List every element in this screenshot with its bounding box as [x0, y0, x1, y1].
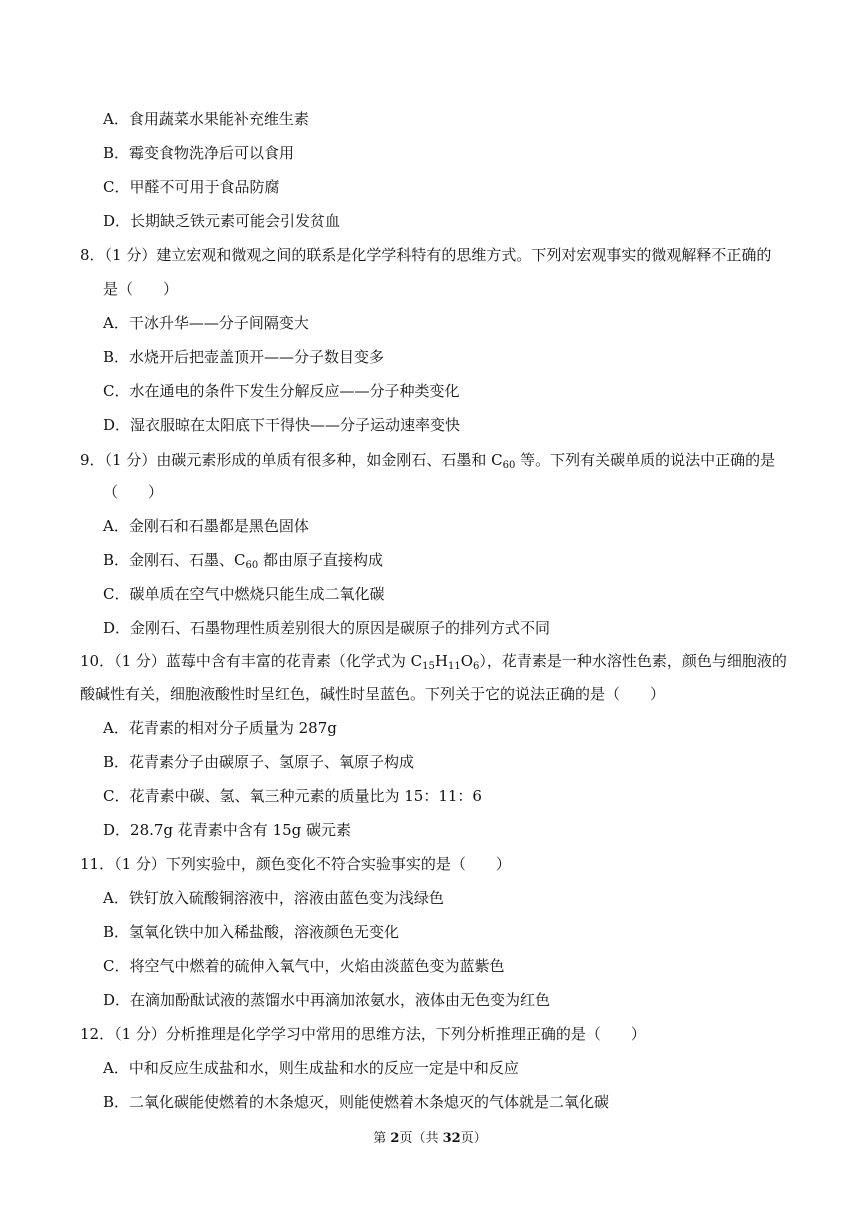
- q9-option-d: D．金刚石、石墨物理性质差别很大的原因是碳原子的排列方式不同: [103, 619, 551, 637]
- q9-stem-text-end: 等。下列有关碳单质的说法中正确的是: [515, 451, 776, 469]
- q10-stem-continued: 酸碱性有关，细胞液酸性时呈红色，碱性时呈蓝色。下列关于它的说法正确的是（ ）: [80, 685, 666, 703]
- q10-formula-h: H: [434, 652, 448, 670]
- footer-page-number: 2: [390, 1131, 400, 1146]
- footer-text-start: 第: [373, 1131, 391, 1146]
- q9-option-c: C．碳单质在空气中燃烧只能生成二氧化碳: [103, 585, 385, 603]
- q9-option-a: A．金刚石和石墨都是黑色固体: [103, 517, 309, 535]
- footer-text-mid: 页（共: [399, 1131, 443, 1146]
- q7-option-d: D．长期缺乏铁元素可能会引发贫血: [103, 212, 341, 230]
- q10-stem-text: 10．（1 分）蓝莓中含有丰富的花青素（化学式为 C: [80, 652, 423, 670]
- q9-stem-subscript: 60: [502, 460, 516, 471]
- q10-stem: [80, 651, 787, 671]
- q9-option-b-text-end: 都由原子直接构成: [258, 551, 384, 569]
- q10-stem-text-end: ），花青素是一种水溶性色素，颜色与细胞液的: [479, 652, 787, 670]
- q8-option-c: C．水在通电的条件下发生分解反应——分子种类变化: [103, 382, 460, 400]
- q9-stem: [80, 450, 775, 470]
- q8-stem: 8．（1 分）建立宏观和微观之间的联系是化学学科特有的思维方式。下列对宏观事实的微观解释不正确的: [80, 246, 772, 264]
- q9-stem-continued: （ ）: [103, 483, 164, 501]
- q10-option-b: B．花青素分子由碳原子、氢原子、氧原子构成: [103, 753, 415, 771]
- q10-option-d: D．28.7g 花青素中含有 15g 碳元素: [103, 821, 352, 839]
- q12-stem: 12．（1 分）分析推理是化学学习中常用的思维方法，下列分析推理正确的是（ ）: [80, 1025, 646, 1043]
- q10-formula-sub-h: 11: [447, 661, 461, 672]
- q12-option-b: B．二氧化碳能使燃着的木条熄灭，则能使燃着木条熄灭的气体就是二氧化碳: [103, 1093, 610, 1111]
- q11-option-a: A．铁钉放入硫酸铜溶液中，溶液由蓝色变为浅绿色: [103, 889, 444, 907]
- q8-stem-continued: 是（ ）: [103, 280, 179, 298]
- q10-formula-o: O: [460, 652, 474, 670]
- footer-total-pages: 32: [442, 1131, 461, 1146]
- q8-option-a: A．干冰升华——分子间隔变大: [103, 314, 309, 332]
- q12-option-a: A．中和反应生成盐和水，则生成盐和水的反应一定是中和反应: [103, 1059, 519, 1077]
- page-footer: [0, 1130, 860, 1148]
- q10-formula-sub-o: 6: [473, 661, 480, 672]
- q11-option-c: C．将空气中燃着的硫伸入氧气中，火焰由淡蓝色变为蓝紫色: [103, 957, 505, 975]
- footer-text-end: 页）: [460, 1131, 487, 1146]
- q9-option-b-subscript: 60: [245, 560, 259, 571]
- q7-option-b: B．霉变食物洗净后可以食用: [103, 144, 295, 162]
- q8-option-b: B．水烧开后把壶盖顶开——分子数目变多: [103, 348, 385, 366]
- q11-option-d: D．在滴加酚酞试液的蒸馏水中再滴加浓氨水，液体由无色变为红色: [103, 991, 551, 1009]
- q9-stem-text: 9．（1 分）由碳元素形成的单质有很多种，如金刚石、石墨和 C: [80, 451, 503, 469]
- q10-formula-sub-c: 15: [422, 661, 435, 672]
- q10-option-a: A．花青素的相对分子质量为 287g: [103, 719, 337, 737]
- q7-option-a: A．食用蔬菜水果能补充维生素: [103, 110, 309, 128]
- q10-option-c: C．花青素中碳、氢、氧三种元素的质量比为 15：11：6: [103, 787, 482, 805]
- q11-option-b: B．氢氧化铁中加入稀盐酸，溶液颜色无变化: [103, 923, 400, 941]
- q8-option-d: D．湿衣服晾在太阳底下干得快——分子运动速率变快: [103, 416, 461, 434]
- q7-option-c: C．甲醛不可用于食品防腐: [103, 178, 280, 196]
- q9-option-b-text: B．金刚石、石墨、C: [103, 551, 246, 569]
- q11-stem: 11．（1 分）下列实验中，颜色变化不符合实验事实的是（ ）: [80, 855, 511, 873]
- q9-option-b: [103, 550, 383, 570]
